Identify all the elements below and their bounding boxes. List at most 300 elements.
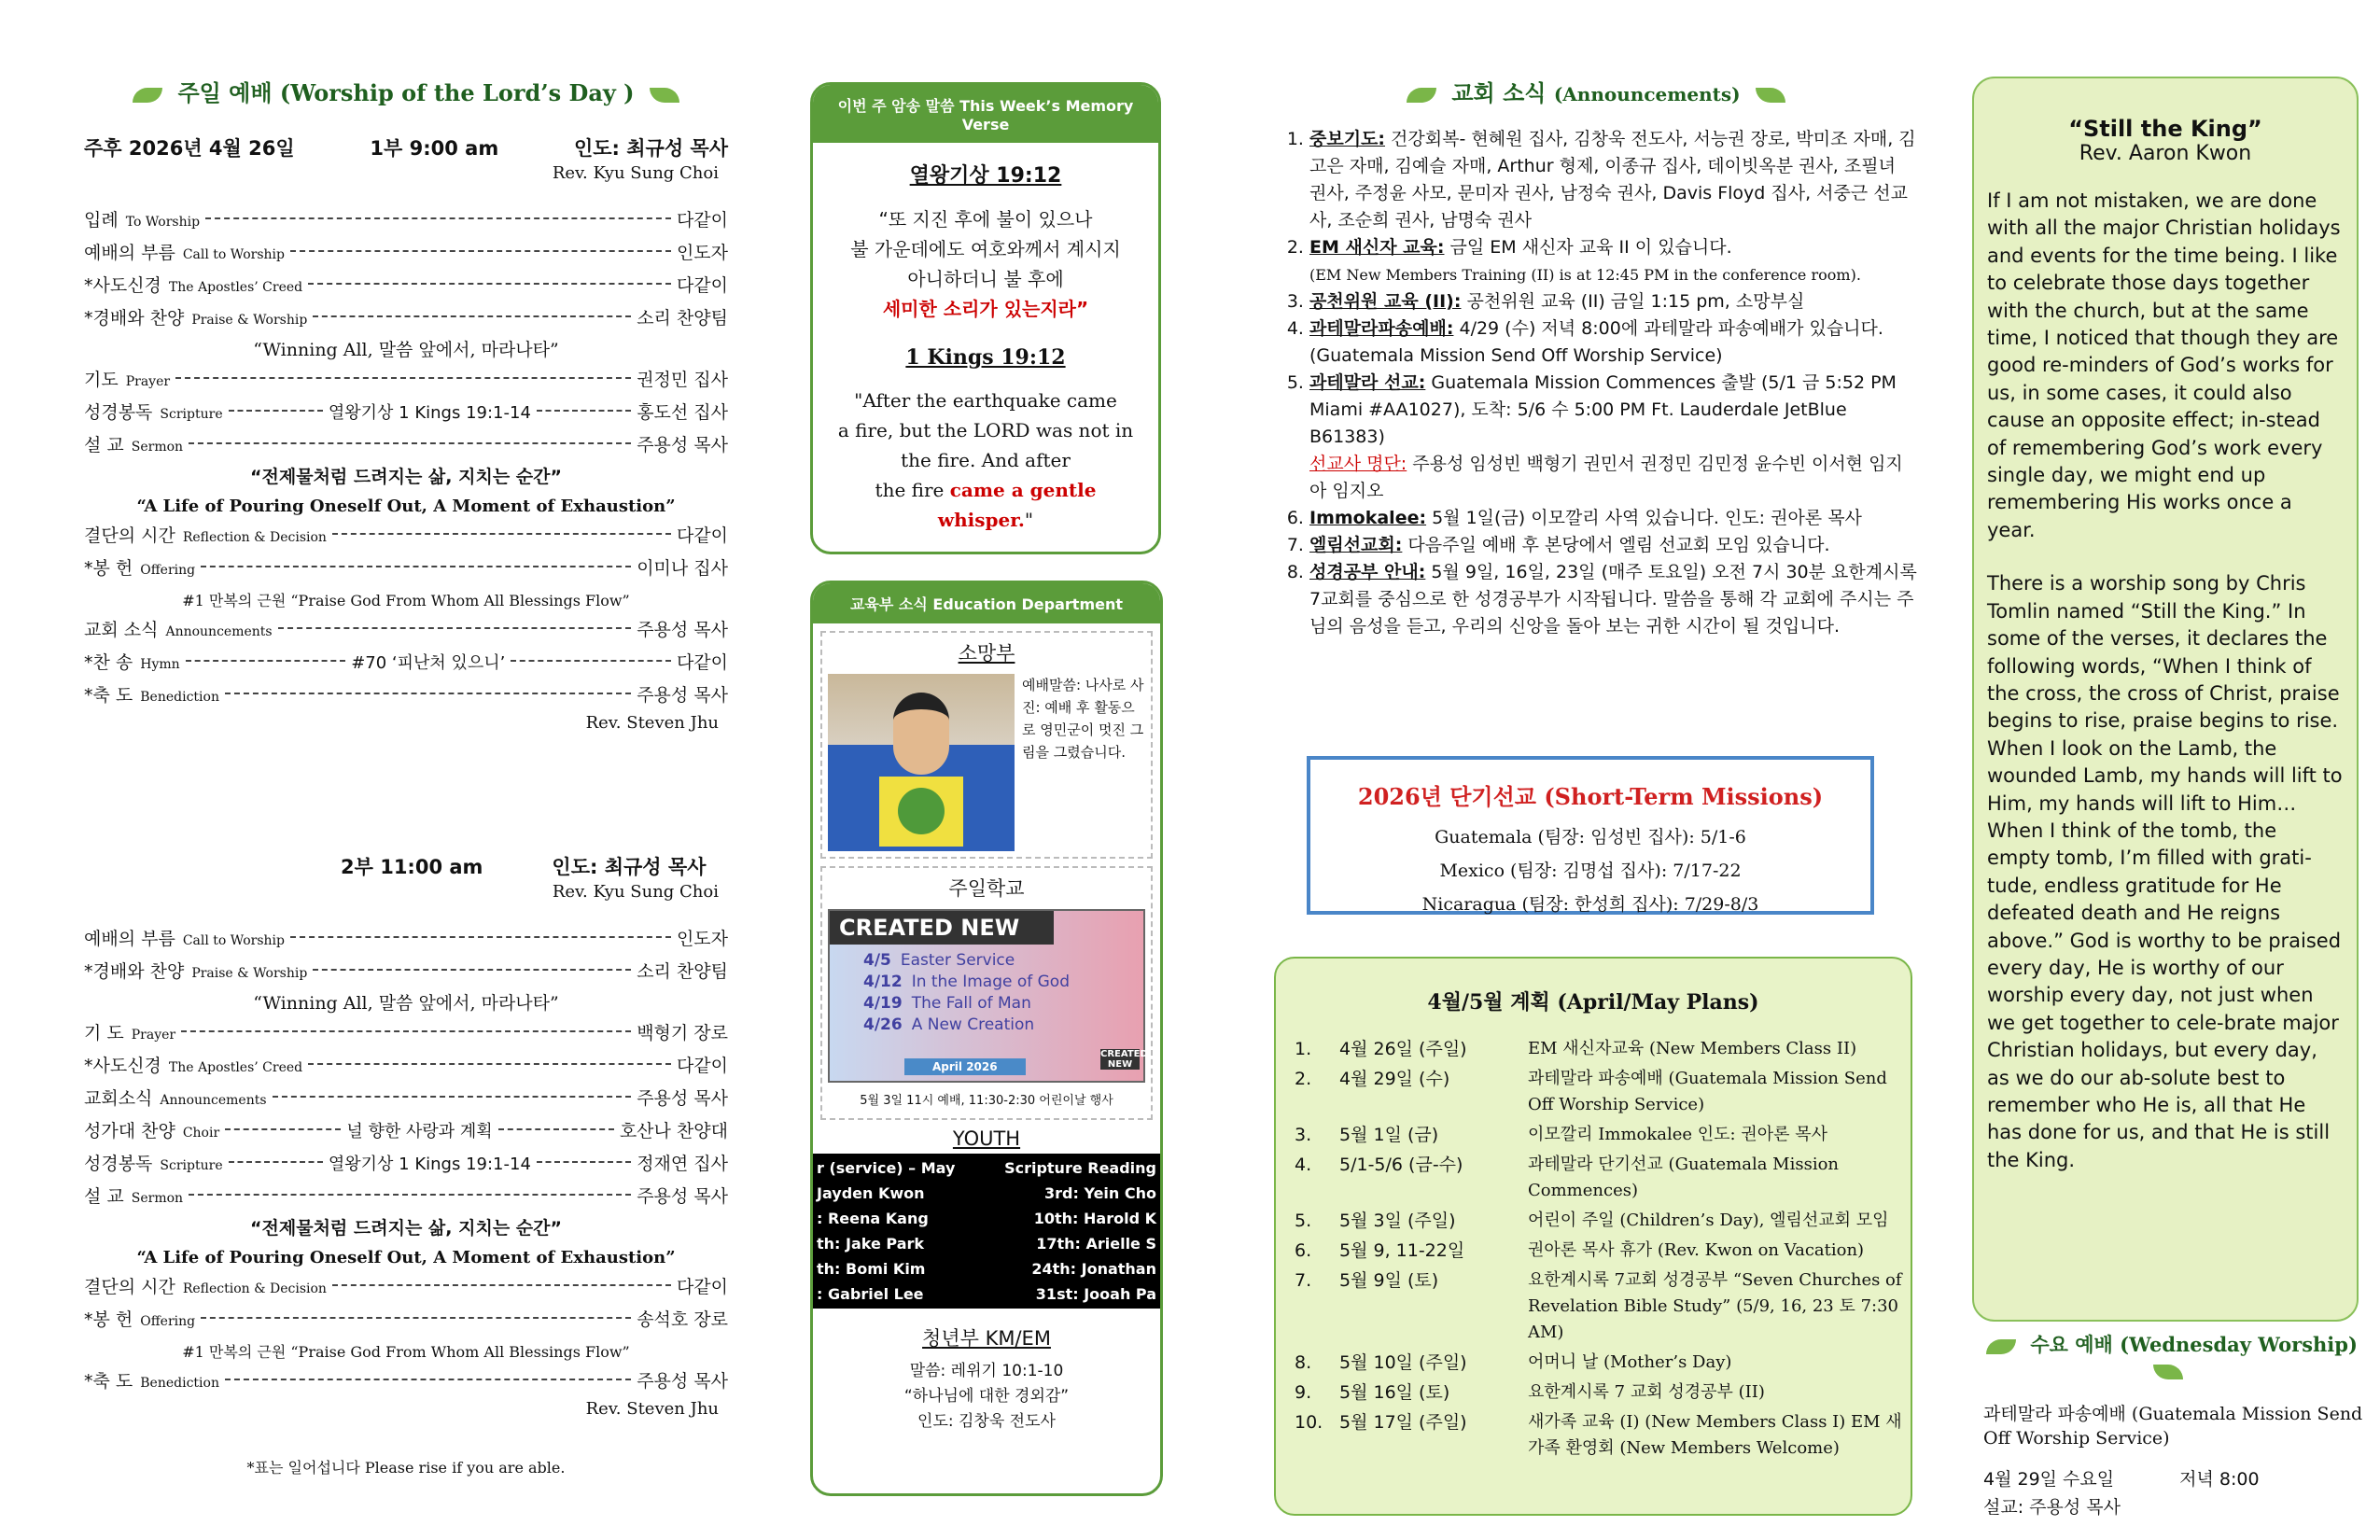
plan-event: 어머니 날 (Mother’s Day)	[1528, 1352, 1732, 1372]
order-label: 성경봉독	[84, 1154, 153, 1174]
face-icon	[893, 693, 949, 775]
announcement-text: 5월 1일(금) 이모깔리 사역 있습니다. 인도: 권아론 목사	[1426, 508, 1862, 528]
order-detail: 열왕기상 1 Kings 19:1-14	[328, 403, 531, 423]
missionary-names: 주용성 임성빈 백형기 권민서 권정민 김민정 윤수빈 이서현 임지아 임지오	[1309, 454, 1903, 501]
announcement-heading: EM 새신자 교육:	[1309, 237, 1445, 258]
order-label-en: Choir	[182, 1126, 220, 1141]
announcement-heading: 성경공부 안내:	[1309, 562, 1426, 582]
plan-event: 새가족 교육 (I) (New Members Class I) EM 새가족 환영회 (New Members Welcome)	[1528, 1412, 1902, 1458]
order-row	[84, 615, 728, 648]
plan-row	[1289, 1266, 1911, 1348]
leaf-icon	[1986, 1339, 2016, 1354]
order-person: 정재연 집사	[637, 1154, 728, 1174]
plan-row	[1289, 1236, 1911, 1266]
second-sermon-title-en: “A Life of Pouring Oneself Out, A Moment of Exhaustion”	[136, 1248, 676, 1267]
second-leader-en: Rev. Kyu Sung Choi	[552, 882, 719, 902]
order-person: 다같이	[676, 275, 728, 296]
sunday-school-title: 주일학교	[948, 877, 1025, 900]
kmem-title: 청년부 KM/EM	[922, 1327, 1051, 1350]
worship-title: 주일 예배 (Worship of the Lord’s Day )	[84, 75, 728, 107]
order-row	[84, 238, 728, 271]
dotted-leader	[511, 660, 671, 662]
verse-ko-line: 아니하더니 불 후에	[907, 268, 1064, 290]
youth-header-cell: r (service) – May	[817, 1159, 956, 1177]
youth-row	[813, 1231, 1160, 1256]
order-label-en: Offering	[140, 1314, 196, 1329]
mission-line: Guatemala (팀장: 임성빈 집사): 5/1-6	[1435, 827, 1746, 847]
order-label: 입례	[84, 210, 119, 231]
order-label-en: Praise & Worship	[191, 313, 308, 328]
order-label-en: Call to Worship	[182, 247, 285, 262]
youth-header-cell: Scripture Reading	[1004, 1159, 1156, 1177]
missionary-heading: 선교사 명단:	[1309, 454, 1407, 474]
order-label-en: The Apostles’ Creed	[168, 280, 303, 295]
order-row	[84, 398, 728, 430]
order-label-en: Sermon	[131, 1191, 184, 1206]
plan-event: 요한계시록 7 교회 성경공부 (II)	[1528, 1382, 1765, 1402]
verse-en-line: a fire, but the LORD was not in	[837, 419, 1134, 441]
order-person: 소리 찬양팀	[637, 308, 728, 329]
lesson-date: 4/26	[863, 1015, 903, 1034]
plan-number: 9.	[1295, 1382, 1312, 1403]
plan-row	[1289, 1034, 1911, 1064]
kmem-line: 인도: 김창욱 전도사	[917, 1412, 1056, 1431]
order-person: 호산나 찬양대	[619, 1121, 728, 1141]
order-person: 홍도선 집사	[637, 402, 728, 423]
order-row	[84, 365, 728, 398]
memory-verse-box	[810, 82, 1161, 554]
youth-cell: : Reena Kang	[817, 1210, 929, 1227]
order-detail: #70 ‘피난처 있으니’	[351, 653, 506, 673]
second-service-header: 2부 11:00 am 인도: 최규성 목사	[341, 856, 707, 878]
dotted-leader	[189, 1194, 631, 1196]
dotted-leader	[201, 566, 631, 567]
wednesday-worship	[1972, 1330, 2364, 1519]
announcement-heading: 과테말라 선교:	[1309, 372, 1426, 393]
plan-number: 1.	[1295, 1039, 1312, 1059]
order-person: 다같이	[676, 652, 728, 673]
youth-row	[813, 1281, 1160, 1307]
second-order-list-3	[84, 1272, 728, 1337]
plan-date: 5월 3일 (주일)	[1339, 1211, 1456, 1231]
dotted-leader	[225, 1128, 341, 1130]
column-author: Rev. Aaron Kwon	[2079, 142, 2252, 165]
first-leader-en: Rev. Kyu Sung Choi	[552, 163, 719, 183]
verse-ko-highlight: 세미한 소리가 있는지라”	[882, 298, 1089, 320]
plan-date: 4월 26일 (주일)	[1339, 1039, 1467, 1059]
missions-lines	[1310, 820, 1870, 921]
order-label: 성가대 찬양	[84, 1121, 175, 1141]
announcement-item	[1309, 288, 1918, 315]
verse-ref-en: 1 Kings 19:12	[905, 345, 1066, 370]
announcement-item	[1309, 559, 1918, 640]
wednesday-preacher: 설교: 주용성 목사	[1983, 1497, 2121, 1518]
announcement-text: 5월 9일, 16일, 23일 (매주 토요일) 오전 7시 30분 요한계시록 7교회를 중심으로 한 성경공부가 시작됩니다. 말씀을 통해 각 교회에 주시는 주님의 음성을 듣고, 우리의 신앙을 돌아 보는 귀한 시간이 될 것입니다.	[1309, 562, 1917, 637]
wednesday-time: 저녁 8:00	[2179, 1469, 2260, 1490]
created-new-banner	[828, 909, 1148, 1083]
order-row	[84, 1084, 728, 1116]
order-detail: 열왕기상 1 Kings 19:1-14	[328, 1155, 531, 1174]
leaf-icon	[650, 88, 679, 103]
kmem-line: 말씀: 레위기 10:1-10	[909, 1362, 1064, 1380]
verse-en-line: the fire. And after	[901, 449, 1071, 471]
dotted-leader	[537, 1161, 631, 1163]
lesson-item	[863, 950, 1143, 972]
somang-section	[820, 631, 1153, 859]
order-row	[84, 521, 728, 553]
announcements-list	[1274, 126, 1918, 640]
somang-photo	[828, 674, 1015, 851]
dotted-leader	[273, 1096, 632, 1098]
lesson-date: 4/5	[863, 951, 891, 970]
dotted-leader	[537, 410, 631, 412]
plan-number: 8.	[1295, 1352, 1312, 1373]
order-row	[84, 648, 728, 680]
order-person: 주용성 목사	[637, 1186, 728, 1207]
order-person: 소리 찬양팀	[637, 961, 728, 982]
dotted-leader	[225, 1379, 631, 1380]
announcement-heading: 과테말라파송예배:	[1309, 318, 1454, 339]
order-label: 설 교	[84, 435, 124, 455]
wednesday-title: 수요 예배 (Wednesday Worship)	[1972, 1330, 2364, 1381]
announcement-heading: Immokalee:	[1309, 508, 1427, 528]
verse-ko-line: 불 가운데에도 여호와께서 계시지	[850, 238, 1121, 260]
plan-number: 5.	[1295, 1211, 1312, 1231]
plan-event: 과테말라 파송예배 (Guatemala Mission Send Off Worship Service)	[1528, 1069, 1887, 1114]
order-person: 인도자	[676, 929, 728, 949]
order-label: *축 도	[84, 1371, 133, 1392]
first-service-header: 주후 2026년 4월 26일 1부 9:00 am 인도: 최규성 목사	[84, 137, 728, 160]
plan-row	[1289, 1150, 1911, 1206]
order-row	[84, 1182, 728, 1214]
order-label-en: Announcements	[165, 624, 273, 639]
announcement-text: 공천위원 교육 (II) 금일 1:15 pm, 소망부실	[1461, 291, 1805, 312]
memory-verse-body	[813, 161, 1158, 535]
order-row	[84, 1116, 728, 1149]
announcement-note: (EM New Members Training (II) is at 12:45 PM in the conference room).	[1309, 266, 1861, 284]
verse-en-quote: "	[1024, 509, 1034, 531]
order-person: 주용성 목사	[637, 435, 728, 455]
first-benediction-en: Rev. Steven Jhu	[585, 713, 719, 733]
banner-side-label: CREATED NEW	[1100, 1049, 1148, 1070]
first-song: “Winning All, 말씀 앞에서, 마라나타”	[253, 340, 559, 360]
announcement-item	[1309, 532, 1918, 559]
wednesday-service: 과테말라 파송예배 (Guatemala Mission Send Off Worship Service)	[1983, 1404, 2363, 1449]
dotted-leader	[332, 1284, 671, 1286]
missions-title: 2026년 단기선교 (Short-Term Missions)	[1357, 783, 1824, 810]
first-order-list-4	[84, 615, 728, 713]
youth-table	[813, 1154, 1160, 1309]
order-row	[84, 924, 728, 957]
dotted-leader	[278, 627, 632, 629]
dotted-leader	[498, 1128, 614, 1130]
education-box	[810, 581, 1163, 1496]
announcement-text: 금일 EM 새신자 교육 II 이 있습니다.	[1444, 237, 1732, 258]
order-label: 교회 소식	[84, 620, 159, 640]
order-label-en: Offering	[140, 563, 196, 578]
order-label: *봉 헌	[84, 558, 133, 579]
plan-number: 3.	[1295, 1125, 1312, 1145]
announcement-heading: 공천위원 교육 (II):	[1309, 291, 1462, 312]
lesson-date: 4/19	[863, 994, 903, 1013]
order-person: 주용성 목사	[637, 685, 728, 706]
youth-cell: : Gabriel Lee	[817, 1285, 924, 1303]
announcement-text: Guatemala Mission Commences 출발 (5/1 금 5:52 PM Miami #AA1027), 도착: 5/6 수 5:00 PM Ft. Lauderdale JetBlue B61383)	[1309, 372, 1897, 447]
order-label-en: To Worship	[125, 215, 201, 230]
dotted-leader	[175, 377, 631, 379]
plan-date: 5월 10일 (주일)	[1339, 1352, 1467, 1373]
order-row	[84, 430, 728, 463]
order-row	[84, 303, 728, 336]
dotted-leader	[313, 969, 631, 971]
mission-line: Nicaragua (팀장: 한성희 집사): 7/29-8/3	[1421, 894, 1759, 915]
column-title: “Still the King”	[2068, 116, 2262, 142]
plan-event: 권아론 목사 휴가 (Rev. Kwon on Vacation)	[1528, 1240, 1865, 1260]
order-label: *봉 헌	[84, 1309, 133, 1330]
youth-header-row	[813, 1155, 1160, 1181]
youth-cell: 31st: Jooah Pa	[1035, 1285, 1156, 1303]
dotted-leader	[201, 1317, 631, 1319]
plan-date: 4월 29일 (수)	[1339, 1069, 1450, 1089]
plan-number: 10.	[1295, 1412, 1323, 1433]
order-label-en: Reflection & Decision	[182, 530, 327, 545]
order-label: 예배의 부름	[84, 929, 175, 949]
memory-verse-header: 이번 주 암송 말씀 This Week’s Memory Verse	[813, 85, 1158, 143]
dotted-leader	[290, 250, 671, 252]
lesson-title: Easter Service	[900, 951, 1015, 970]
order-label-en: Benediction	[140, 690, 219, 705]
second-order-list-4	[84, 1366, 728, 1399]
order-label-en: Hymn	[140, 657, 180, 672]
order-label: 결단의 시간	[84, 525, 175, 546]
order-row	[84, 271, 728, 303]
lesson-date: 4/12	[863, 973, 903, 991]
youth-row	[813, 1181, 1160, 1206]
dotted-leader	[186, 660, 346, 662]
plan-row	[1289, 1206, 1911, 1236]
order-label: 기도	[84, 370, 119, 390]
youth-row	[813, 1206, 1160, 1231]
plan-number: 6.	[1295, 1240, 1312, 1261]
verse-en-line	[828, 475, 1143, 535]
order-label: *찬 송	[84, 652, 133, 673]
order-label-en: Scripture	[160, 1158, 223, 1173]
pastor-column-box	[1972, 77, 2359, 1322]
dotted-leader	[229, 1161, 323, 1163]
plan-date: 5월 17일 (주일)	[1339, 1412, 1467, 1433]
plans-box	[1274, 957, 1912, 1516]
order-label-en: Call to Worship	[182, 933, 285, 948]
order-label-en: The Apostles’ Creed	[168, 1060, 303, 1075]
column-paragraph: There is a worship song by Chris Tomlin named “Still the King.” In some of the verses, it declares the following words, “When I think of the cross, the cross of Christ, praise begins to rise, praise begins to rise. When I look on the Lamb, the wounded Lamb, my hands will lift to Him, my hands will lift to Him… When I think of the tomb, the empty tomb, I’m filled with grati-tude, endless gratitude for He defeated death and He reigns above.” God is worthy to be praised every day, He is worthy of our worship every day, not just when we get together to cele-brate major Christian holidays, but every day, as we do our ab-solute best to remember who He is, all that He has done for us, and that He is still the King.	[1987, 572, 2343, 1171]
order-label: 성경봉독	[84, 402, 153, 423]
youth-title: YOUTH	[952, 1127, 1021, 1150]
somang-title: 소망부	[958, 642, 1015, 665]
youth-cell: th: Bomi Kim	[817, 1260, 926, 1278]
lesson-title: A New Creation	[911, 1015, 1035, 1034]
plan-row	[1289, 1378, 1911, 1407]
order-row	[84, 1305, 728, 1337]
announcement-text: 다음주일 예배 후 본당에서 엘림 선교회 모임 있습니다.	[1402, 535, 1830, 555]
youth-cell: 17th: Arielle S	[1036, 1235, 1156, 1253]
order-person: 다같이	[676, 525, 728, 546]
leaf-icon	[1756, 88, 1785, 103]
youth-cell: th: Jake Park	[817, 1235, 925, 1253]
banner-badge: April 2026	[904, 1058, 1026, 1075]
dotted-leader	[290, 936, 671, 938]
order-person: 다같이	[676, 1056, 728, 1076]
plan-date: 5월 9일 (토)	[1339, 1270, 1439, 1291]
order-person: 이미나 집사	[637, 558, 728, 579]
youth-cell: 24th: Jonathan	[1031, 1260, 1156, 1278]
plan-number: 4.	[1295, 1155, 1312, 1175]
order-label: 설 교	[84, 1186, 124, 1207]
plan-row	[1289, 1407, 1911, 1463]
dotted-leader	[308, 1063, 671, 1065]
leaf-icon	[2153, 1365, 2183, 1379]
announcement-heading: 엘림선교회:	[1309, 535, 1403, 555]
announcements-title: 교회 소식 (Announcements)	[1274, 75, 1918, 107]
first-sermon-title-en: “A Life of Pouring Oneself Out, A Moment of Exhaustion”	[136, 497, 676, 516]
education-header: 교육부 소식 Education Department	[813, 583, 1160, 623]
short-term-missions-box	[1307, 756, 1874, 915]
leaf-icon	[133, 88, 162, 103]
order-label-en: Praise & Worship	[191, 966, 308, 981]
announcement-item	[1309, 126, 1918, 234]
kmem-line: “하나님에 대한 경외감”	[903, 1387, 1070, 1406]
plans-table	[1289, 1034, 1911, 1463]
order-row	[84, 1366, 728, 1399]
announcement-item	[1309, 505, 1918, 532]
dotted-leader	[225, 693, 631, 694]
second-offering-song: #1 만복의 근원 “Praise God From Whom All Blessings Flow”	[182, 1343, 630, 1361]
verse-ref-ko: 열왕기상 19:12	[909, 164, 1062, 188]
plan-date: 5/1-5/6 (금-수)	[1339, 1155, 1463, 1175]
lesson-title: In the Image of God	[911, 973, 1070, 991]
plan-event: 어린이 주일 (Children’s Day), 엘림선교회 모임	[1528, 1211, 1889, 1230]
order-label: *경배와 찬양	[84, 961, 185, 982]
rise-note: *표는 일어섭니다 Please rise if you are able.	[246, 1459, 566, 1477]
second-order-list	[84, 924, 728, 989]
plan-row	[1289, 1348, 1911, 1378]
announcement-heading: 중보기도:	[1309, 129, 1386, 149]
order-row	[84, 205, 728, 238]
order-row	[84, 1051, 728, 1084]
verse-en-part: the fire	[875, 479, 945, 501]
order-person: 주용성 목사	[637, 1371, 728, 1392]
lesson-item	[863, 1015, 1143, 1036]
order-row	[84, 1149, 728, 1182]
order-row	[84, 680, 728, 713]
lesson-item	[863, 993, 1143, 1015]
plan-event: 이모깔리 Immokalee 인도: 권아론 목사	[1528, 1125, 1828, 1144]
kmem-section	[820, 1318, 1153, 1440]
first-order-list	[84, 205, 728, 336]
plan-date: 5월 1일 (금)	[1339, 1125, 1439, 1145]
order-label-en: Scripture	[160, 407, 223, 422]
verse-en-line: "After the earthquake came	[854, 389, 1117, 412]
order-label-en: Prayer	[125, 374, 171, 389]
painting-icon	[879, 777, 963, 847]
youth-cell: Jayden Kwon	[817, 1184, 925, 1202]
order-detail: 널 향한 사랑과 계획	[346, 1122, 493, 1141]
second-order-list-2	[84, 1018, 728, 1214]
mission-line: Mexico (팀장: 김명섭 집사): 7/17-22	[1439, 861, 1742, 881]
lesson-title: The Fall of Man	[911, 994, 1031, 1013]
order-person: 권정민 집사	[637, 370, 728, 390]
plan-event: EM 새신자교육 (New Members Class II)	[1528, 1039, 1857, 1058]
dotted-leader	[332, 533, 671, 535]
second-song: “Winning All, 말씀 앞에서, 마라나타”	[253, 993, 559, 1014]
order-row	[84, 1272, 728, 1305]
plan-event: 요한계시록 7교회 성경공부 “Seven Churches of Revelation Bible Study” (5/9, 16, 23 토 7:30 AM)	[1528, 1270, 1902, 1342]
plan-event: 과테말라 단기선교 (Guatemala Mission Commences)	[1528, 1155, 1840, 1200]
announcement-text: 건강회복- 현혜원 집사, 김창욱 전도사, 서능권 장로, 박미조 자매, 김고은 자매, 김예슬 자매, Arthur 형제, 이종규 집사, 데이빗옥분 권사, 조필녀 권사, 주정윤 사모, 문미자 권사, 남정숙 권사, Davis Floyd 집사, 서중근 선교사, 조순희 권사, 남명숙 권사	[1309, 129, 1916, 231]
order-label: *경배와 찬양	[84, 308, 185, 329]
plan-date: 5월 16일 (토)	[1339, 1382, 1450, 1403]
first-sermon-title: “전제물처럼 드려지는 삶, 지치는 순간”	[250, 467, 562, 487]
dotted-leader	[229, 410, 323, 412]
order-label-en: Prayer	[131, 1028, 176, 1043]
dotted-leader	[308, 283, 671, 285]
order-person: 주용성 목사	[637, 1088, 728, 1109]
order-label-en: Sermon	[131, 440, 184, 455]
sunday-school-section	[820, 866, 1153, 1120]
verse-en-highlight: came a gentle whisper.	[937, 479, 1097, 531]
worship-column	[84, 75, 728, 1477]
order-row	[84, 957, 728, 989]
order-person: 주용성 목사	[637, 620, 728, 640]
plan-date: 5월 9, 11-22일	[1339, 1240, 1465, 1261]
announcements-column	[1274, 75, 1918, 640]
order-person: 다같이	[676, 1277, 728, 1297]
first-order-list-3	[84, 521, 728, 586]
order-label: *축 도	[84, 685, 133, 706]
leaf-icon	[1407, 88, 1436, 103]
second-benediction-en: Rev. Steven Jhu	[585, 1399, 719, 1419]
plan-row	[1289, 1064, 1911, 1120]
sunday-school-note: 5월 3일 11시 예배, 11:30-2:30 어린이날 행사	[860, 1094, 1113, 1108]
plan-row	[1289, 1120, 1911, 1150]
banner-title: CREATED NEW	[830, 911, 1054, 945]
youth-cell: 3rd: Yein Cho	[1044, 1184, 1156, 1202]
order-label: 교회소식	[84, 1088, 153, 1109]
announcement-item	[1309, 234, 1918, 288]
wednesday-date: 4월 29일 수요일	[1983, 1469, 2115, 1490]
first-offering-song: #1 만복의 근원 “Praise God From Whom All Blessings Flow”	[182, 592, 630, 609]
order-label: 결단의 시간	[84, 1277, 175, 1297]
somang-caption: 예배말씀: 나사로 사진: 예배 후 활동으로 영민군이 멋진 그림을 그렸습니다.	[1022, 677, 1144, 761]
order-label: *사도신경	[84, 1056, 161, 1076]
dotted-leader	[313, 315, 631, 317]
announcement-item	[1309, 370, 1918, 505]
dotted-leader	[181, 1030, 631, 1032]
order-person: 다같이	[676, 210, 728, 231]
announcement-item	[1309, 315, 1918, 370]
column-paragraph: If I am not mistaken, we are done with all the major Christian holidays and events for the time being. I like to celebrate those days together with the church, but at the same time, I noticed that though they are good re-minders of God’s works for us, in some cases, it could also cause an opposite effect; in-stead of remembering God’s work every single day, we might end up remembering His works once a year.	[1987, 189, 2341, 541]
order-label: *사도신경	[84, 275, 161, 296]
missionary-list	[1309, 451, 1918, 505]
order-label: 기 도	[84, 1023, 124, 1043]
plan-number: 7.	[1295, 1270, 1312, 1291]
sunday-school-items	[830, 945, 1143, 1036]
verse-ko-line: “또 지진 후에 불이 있으나	[878, 208, 1093, 231]
first-order-list-2	[84, 365, 728, 463]
lesson-item	[863, 972, 1143, 993]
order-person: 송석호 장로	[637, 1309, 728, 1330]
order-person: 인도자	[676, 243, 728, 263]
plans-title: 4월/5월 계획 (April/May Plans)	[1427, 990, 1759, 1015]
